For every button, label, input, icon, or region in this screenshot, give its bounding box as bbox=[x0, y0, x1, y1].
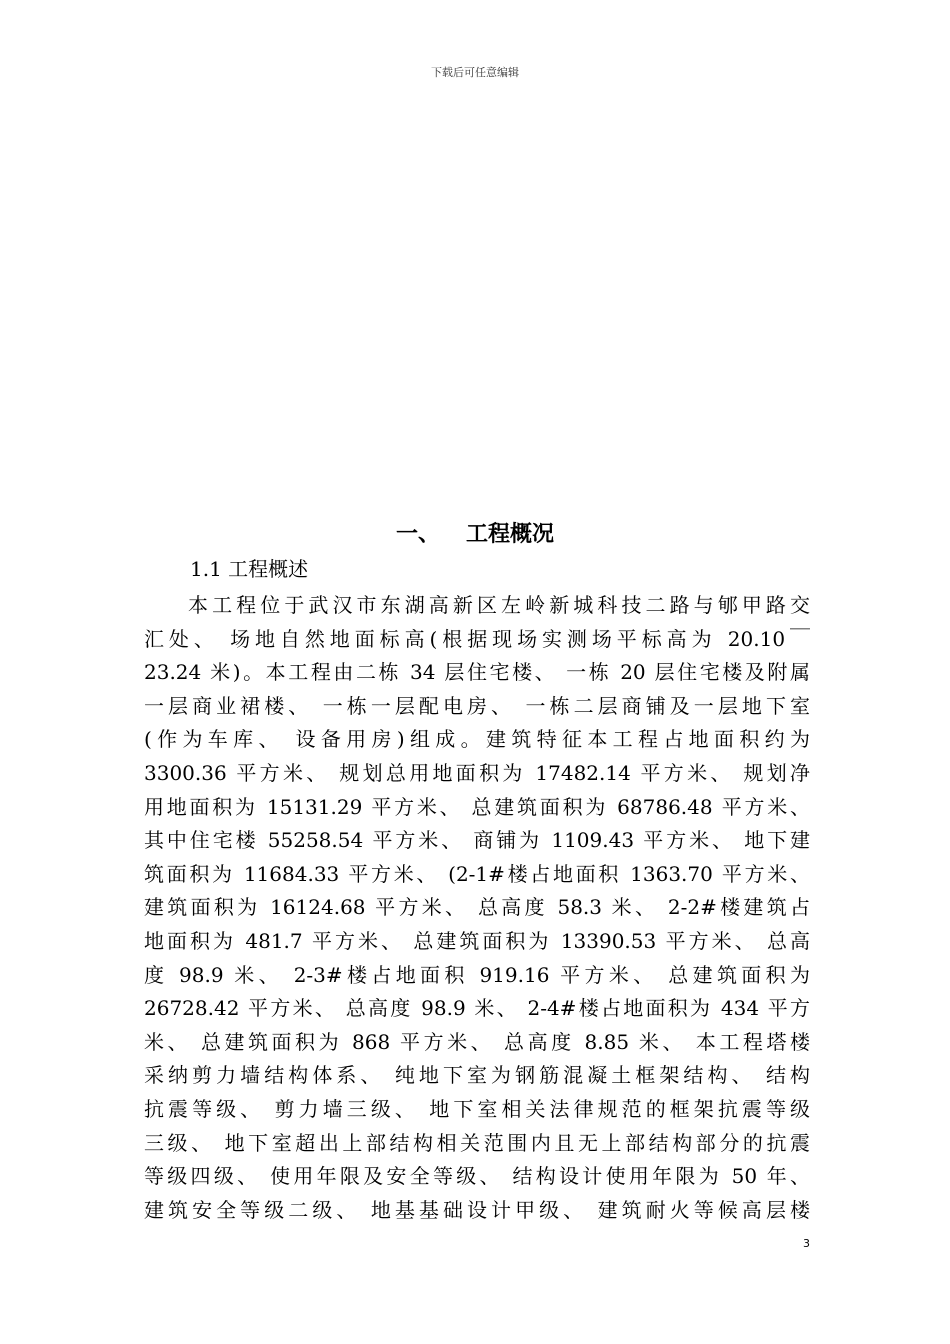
paragraph-line: 三级、 地下室超出上部结构相关范围内且无上部结构部分的抗震 bbox=[144, 1130, 810, 1155]
section-title bbox=[0, 518, 950, 552]
paragraph-line: 26728.42 平方米、 总高度 98.9 米、 2-4#楼占地面积为 434 平方 bbox=[144, 996, 810, 1021]
paragraph-line: 用地面积为 15131.29 平方米、 总建筑面积为 68786.48 平方米、 bbox=[144, 794, 810, 819]
paragraph-line: 23.24 米)。本工程由二栋 34 层住宅楼、 一栋 20 层住宅楼及附属 bbox=[144, 660, 810, 685]
paragraph-line: 地面积为 481.7 平方米、 总建筑面积为 13390.53 平方米、 总高 bbox=[144, 928, 810, 953]
paragraph-line: 本工程位于武汉市东湖高新区左岭新城科技二路与郇甲路交 bbox=[188, 593, 810, 617]
paragraph-line: 采纳剪力墙结构体系、 纯地下室为钢筋混凝土框架结构、 结构 bbox=[144, 1063, 810, 1088]
paragraph-line: (作为车库、 设备用房)组成。建筑特征本工程占地面积约为 bbox=[144, 727, 810, 752]
paragraph-line: 建筑面积为 16124.68 平方米、 总高度 58.3 米、 2-2#楼建筑占 bbox=[144, 895, 810, 920]
section-number: 一、 bbox=[395, 522, 440, 547]
paragraph-line: 米、 总建筑面积为 868 平方米、 总高度 8.85 米、 本工程塔楼 bbox=[144, 1029, 810, 1054]
page-number: 3 bbox=[803, 1237, 810, 1250]
body-paragraph bbox=[144, 589, 810, 1227]
paragraph-line: 建筑安全等级二级、 地基基础设计甲级、 建筑耐火等候高层楼 bbox=[144, 1197, 810, 1222]
paragraph-line: 抗震等级、 剪力墙三级、 地下室相关法律规范的框架抗震等级 bbox=[144, 1096, 810, 1121]
paragraph-line: 筑面积为 11684.33 平方米、 (2-1#楼占地面积 1363.70 平方米、 bbox=[144, 861, 810, 886]
paragraph-line: 3300.36 平方米、 规划总用地面积为 17482.14 平方米、 规划净 bbox=[144, 760, 810, 785]
paragraph-line: 其中住宅楼 55258.54 平方米、 商铺为 1109.43 平方米、 地下建 bbox=[144, 828, 810, 853]
section-title-text: 工程概况 bbox=[466, 522, 555, 547]
subsection-heading: 1.1 工程概述 bbox=[190, 557, 309, 581]
paragraph-line: 一层商业裙楼、 一栋一层配电房、 一栋二层商铺及一层地下室 bbox=[144, 693, 810, 718]
paragraph-line: 汇处、 场地自然地面标高(根据现场实测场平标高为 20.10￣ bbox=[144, 626, 810, 651]
paragraph-line: 度 98.9 米、 2-3#楼占地面积 919.16 平方米、 总建筑面积为 bbox=[144, 962, 810, 987]
header-note: 下载后可任意编辑 bbox=[431, 66, 519, 79]
paragraph-line: 等级四级、 使用年限及安全等级、 结构设计使用年限为 50 年、 bbox=[144, 1164, 810, 1189]
